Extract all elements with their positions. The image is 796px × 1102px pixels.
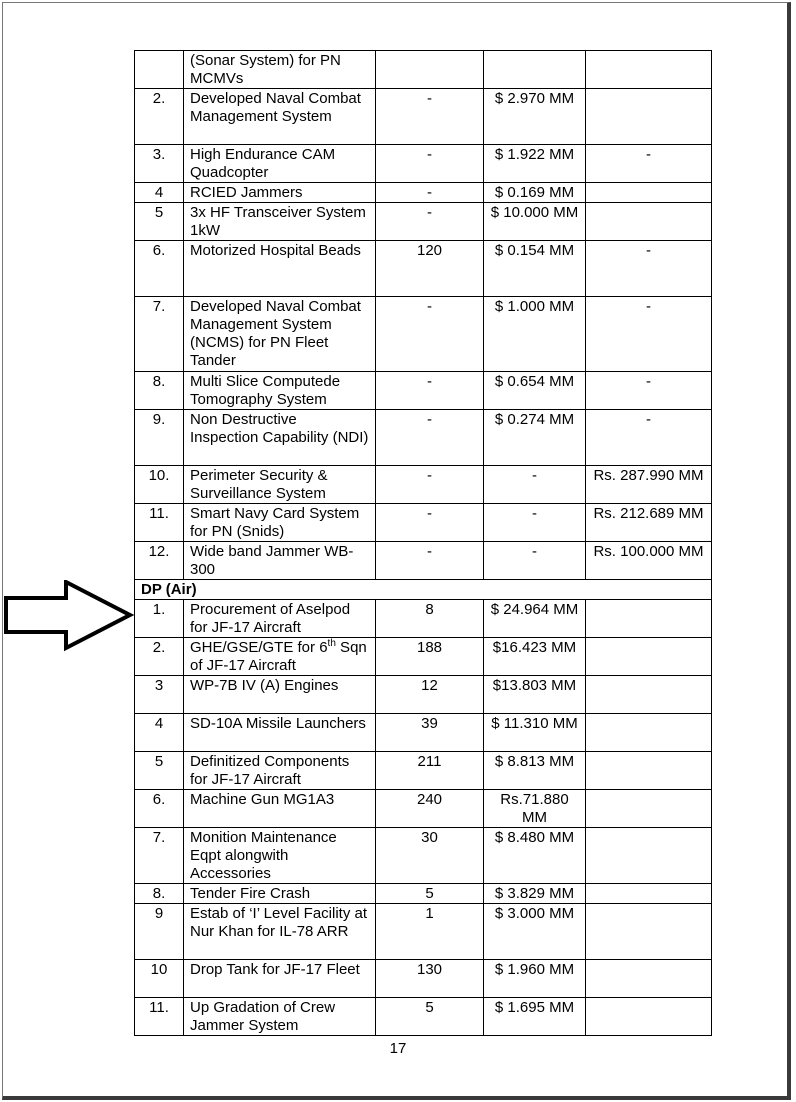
quantity: - <box>376 372 484 410</box>
cost-usd <box>484 51 586 89</box>
item-description: Monition Maintenance Eqpt alongwith Accessories <box>184 828 376 884</box>
table-row <box>135 714 712 752</box>
quantity: - <box>376 183 484 203</box>
row-number: 10. <box>135 466 184 504</box>
cost-usd: - <box>484 466 586 504</box>
quantity: - <box>376 466 484 504</box>
item-description: High Endurance CAM Quadcopter <box>184 145 376 183</box>
table-row <box>135 466 712 504</box>
quantity: 1 <box>376 904 484 960</box>
item-description: 3x HF Transceiver System 1kW <box>184 203 376 241</box>
item-description: Machine Gun MG1A3 <box>184 790 376 828</box>
cost-pkr: Rs. 100.000 MM <box>586 542 712 580</box>
cost-pkr <box>586 828 712 884</box>
cost-pkr: - <box>586 145 712 183</box>
quantity: 188 <box>376 638 484 676</box>
cost-pkr <box>586 203 712 241</box>
cost-pkr <box>586 960 712 998</box>
quantity <box>376 51 484 89</box>
quantity: - <box>376 297 484 372</box>
cost-usd: $ 0.154 MM <box>484 241 586 297</box>
cost-usd: $ 3.000 MM <box>484 904 586 960</box>
item-description: Drop Tank for JF-17 Fleet <box>184 960 376 998</box>
table-row <box>135 89 712 145</box>
cost-pkr <box>586 904 712 960</box>
description-text: GHE/GSE/GTE for 6 <box>190 639 328 656</box>
row-number: 5 <box>135 203 184 241</box>
item-description: Up Gradation of Crew Jammer System <box>184 998 376 1036</box>
cost-usd: $ 10.000 MM <box>484 203 586 241</box>
cost-pkr: - <box>586 372 712 410</box>
item-description: Multi Slice Computede Tomography System <box>184 372 376 410</box>
item-description: Perimeter Security & Surveillance System <box>184 466 376 504</box>
row-number: 6. <box>135 241 184 297</box>
row-number: 2. <box>135 89 184 145</box>
cost-usd: $ 24.964 MM <box>484 600 586 638</box>
quantity: - <box>376 410 484 466</box>
cost-usd: $ 1.960 MM <box>484 960 586 998</box>
item-description: SD-10A Missile Launchers <box>184 714 376 752</box>
quantity: 30 <box>376 828 484 884</box>
table-row <box>135 676 712 714</box>
quantity: 130 <box>376 960 484 998</box>
cost-usd: $13.803 MM <box>484 676 586 714</box>
table-row <box>135 410 712 466</box>
table-row <box>135 790 712 828</box>
cost-usd: - <box>484 542 586 580</box>
cost-pkr <box>586 183 712 203</box>
item-description: WP-7B IV (A) Engines <box>184 676 376 714</box>
item-description <box>184 638 376 676</box>
cost-pkr <box>586 790 712 828</box>
table-row <box>135 203 712 241</box>
cost-pkr: Rs. 287.990 MM <box>586 466 712 504</box>
cost-usd: $ 0.169 MM <box>484 183 586 203</box>
item-description: Definitized Components for JF-17 Aircraft <box>184 752 376 790</box>
quantity: 240 <box>376 790 484 828</box>
ordinal-suffix: th <box>327 638 336 649</box>
cost-usd: - <box>484 504 586 542</box>
quantity: - <box>376 203 484 241</box>
row-number <box>135 51 184 89</box>
table-row <box>135 638 712 676</box>
quantity: 12 <box>376 676 484 714</box>
item-description: Smart Navy Card System for PN (Snids) <box>184 504 376 542</box>
row-number: 6. <box>135 790 184 828</box>
cost-pkr <box>586 676 712 714</box>
cost-usd: $ 0.274 MM <box>484 410 586 466</box>
table-row <box>135 145 712 183</box>
quantity: 211 <box>376 752 484 790</box>
row-number: 8. <box>135 884 184 904</box>
quantity: 5 <box>376 884 484 904</box>
row-number: 9. <box>135 410 184 466</box>
table-row <box>135 884 712 904</box>
row-number: 3. <box>135 145 184 183</box>
cost-usd: $ 11.310 MM <box>484 714 586 752</box>
table-row <box>135 241 712 297</box>
cost-pkr <box>586 998 712 1036</box>
table-row <box>135 183 712 203</box>
quantity: 39 <box>376 714 484 752</box>
cost-usd: $16.423 MM <box>484 638 586 676</box>
cost-usd: Rs.71.880 MM <box>484 790 586 828</box>
cost-pkr <box>586 51 712 89</box>
table-row <box>135 600 712 638</box>
row-number: 4 <box>135 183 184 203</box>
cost-pkr <box>586 600 712 638</box>
row-number: 7. <box>135 297 184 372</box>
item-description: Estab of ‘I’ Level Facility at Nur Khan for IL-78 ARR <box>184 904 376 960</box>
quantity: 5 <box>376 998 484 1036</box>
table-row <box>135 297 712 372</box>
item-description: Tender Fire Crash <box>184 884 376 904</box>
table-row <box>135 828 712 884</box>
page-number: 17 <box>389 1040 407 1057</box>
row-number: 2. <box>135 638 184 676</box>
section-row <box>135 580 712 600</box>
cost-usd: $ 3.829 MM <box>484 884 586 904</box>
cost-pkr: - <box>586 410 712 466</box>
right-arrow-icon <box>4 580 136 652</box>
row-number: 5 <box>135 752 184 790</box>
table-row <box>135 960 712 998</box>
item-description: Motorized Hospital Beads <box>184 241 376 297</box>
quantity: 120 <box>376 241 484 297</box>
cost-pkr: Rs. 212.689 MM <box>586 504 712 542</box>
cost-usd: $ 2.970 MM <box>484 89 586 145</box>
cost-pkr <box>586 89 712 145</box>
quantity: - <box>376 145 484 183</box>
table-row <box>135 504 712 542</box>
row-number: 11. <box>135 504 184 542</box>
row-number: 8. <box>135 372 184 410</box>
row-number: 1. <box>135 600 184 638</box>
cost-pkr <box>586 884 712 904</box>
row-number: 4 <box>135 714 184 752</box>
table-row <box>135 998 712 1036</box>
item-description: Non Destructive Inspection Capability (NDI) <box>184 410 376 466</box>
row-number: 10 <box>135 960 184 998</box>
quantity: - <box>376 504 484 542</box>
quantity: 8 <box>376 600 484 638</box>
cost-pkr <box>586 752 712 790</box>
quantity: - <box>376 542 484 580</box>
table-row <box>135 372 712 410</box>
row-number: 11. <box>135 998 184 1036</box>
cost-usd: $ 8.480 MM <box>484 828 586 884</box>
section-label: DP (Air) <box>135 580 712 600</box>
cost-pkr <box>586 638 712 676</box>
cost-usd: $ 8.813 MM <box>484 752 586 790</box>
cost-pkr: - <box>586 297 712 372</box>
item-description: (Sonar System) for PN MCMVs <box>184 51 376 89</box>
table-row <box>135 752 712 790</box>
table-row <box>135 51 712 89</box>
quantity: - <box>376 89 484 145</box>
row-number: 7. <box>135 828 184 884</box>
cost-pkr: - <box>586 241 712 297</box>
item-description: Procurement of Aselpod for JF-17 Aircraft <box>184 600 376 638</box>
row-number: 12. <box>135 542 184 580</box>
cost-pkr <box>586 714 712 752</box>
table-row <box>135 904 712 960</box>
procurement-table <box>134 50 712 1036</box>
table-row <box>135 542 712 580</box>
cost-usd: $ 1.000 MM <box>484 297 586 372</box>
description-text: Sqn of JF-17 Aircraft <box>190 639 367 674</box>
item-description: Wide band Jammer WB-300 <box>184 542 376 580</box>
cost-usd: $ 1.695 MM <box>484 998 586 1036</box>
item-description: Developed Naval Combat Management System (NCMS) for PN Fleet Tander <box>184 297 376 372</box>
row-number: 3 <box>135 676 184 714</box>
row-number: 9 <box>135 904 184 960</box>
item-description: RCIED Jammers <box>184 183 376 203</box>
item-description: Developed Naval Combat Management System <box>184 89 376 145</box>
cost-usd: $ 0.654 MM <box>484 372 586 410</box>
cost-usd: $ 1.922 MM <box>484 145 586 183</box>
